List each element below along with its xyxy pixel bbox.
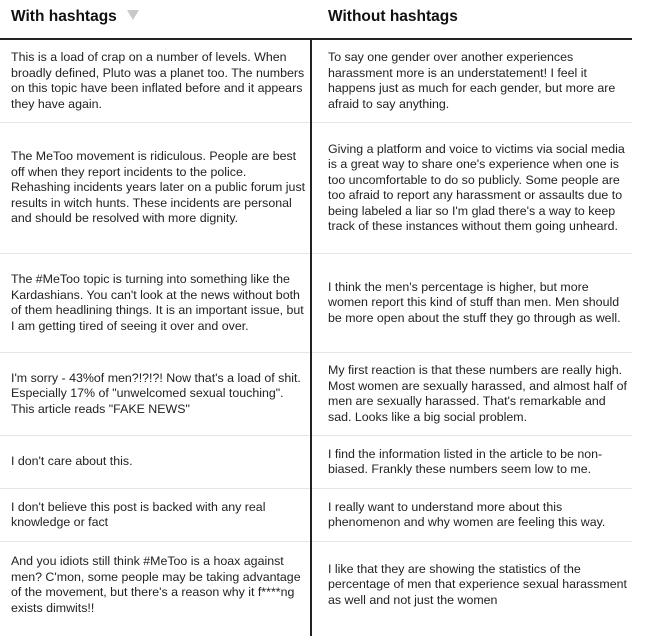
cell-with-hashtags (11, 436, 307, 488)
comment-text: I find the information listed in the article to be non-biased. Frankly these numbers seem low to me. (328, 446, 603, 476)
comment-text: Giving a platform and voice to victims via social media is a great way to share one's experience when one is too uncomfortable to do so publicly. Some people are too afraid to report any harassment or assaults due to being labeled a liar so I'm glad there's a way to keep track of these instances without them going unheard. (328, 141, 625, 233)
comment-text: I think the men's percentage is higher, but more women report this kind of stuff than men. Men should be more open about the stuff they go through as well. (328, 279, 621, 325)
cell-with-hashtags (11, 489, 307, 541)
table-row (0, 40, 632, 122)
table-row (0, 542, 632, 628)
column-header-with-hashtags[interactable] (11, 8, 139, 26)
table-row (0, 436, 632, 488)
comment-text: I'm sorry - 43%of men?!?!?! Now that's a load of shit. Especially 17% of "unwelcomed sexual touching". This article reads "FAKE NEWS" (11, 370, 301, 416)
comment-text: The MeToo movement is ridiculous. People are best off when they report incidents to the police. Rehashing incidents years later on a public forum just results in witch hunts. These incidents are personal and should be resolved with more dignity. (11, 149, 306, 226)
cell-without-hashtags (328, 40, 632, 122)
column-header-without-hashtags-label: Without hashtags (328, 8, 458, 25)
comment-text: My first reaction is that these numbers are really high. Most women are sexually harassed, and almost half of men are sexually harassed. That's remarkable and sad. Looks like a big social problem. (328, 363, 627, 424)
table-row (0, 254, 632, 352)
table-row (0, 123, 632, 253)
cell-with-hashtags (11, 353, 307, 435)
cell-without-hashtags (328, 542, 632, 628)
comment-text: I don't believe this post is backed with any real knowledge or fact (11, 499, 266, 529)
cell-without-hashtags (328, 436, 632, 488)
cell-with-hashtags (11, 40, 307, 122)
table-row (0, 489, 632, 541)
comment-text: This is a load of crap on a number of levels. When broadly defined, Pluto was a planet too. The numbers on this topic have been inflated before and it appears they have again. (11, 50, 305, 111)
comment-text: To say one gender over another experiences harassment more is an understatement! I feel it happens just as much for each gender, but more are afraid to say anything. (328, 50, 616, 111)
comment-text: The #MeToo topic is turning into something like the Kardashians. You can't look at the news without both of them headlining things. It is an important issue, but I am getting tired of seeing it over and over. (11, 272, 304, 333)
cell-with-hashtags (11, 254, 307, 352)
cell-with-hashtags (11, 123, 307, 253)
table-row (0, 353, 632, 435)
comment-text: I like that they are showing the statistics of the percentage of men that experience sexual harassment as well and not just the women (328, 561, 627, 607)
cell-with-hashtags (11, 542, 307, 628)
comment-text: I don't care about this. (11, 454, 133, 469)
column-header-with-hashtags-label: With hashtags (11, 8, 117, 25)
cell-without-hashtags (328, 123, 632, 253)
comment-text: I really want to understand more about this phenomenon and why women are feeling this way. (328, 499, 606, 529)
table-header (0, 0, 632, 40)
comment-text: And you idiots still think #MeToo is a hoax against men? C'mon, some people may be taking advantage of the movement, but there's a reason why it f****ng exists dimwits!! (11, 554, 301, 615)
cell-without-hashtags (328, 254, 632, 352)
cell-without-hashtags (328, 489, 632, 541)
sort-descending-icon[interactable] (127, 10, 139, 20)
cell-without-hashtags (328, 353, 632, 435)
column-header-without-hashtags[interactable] (328, 8, 458, 26)
